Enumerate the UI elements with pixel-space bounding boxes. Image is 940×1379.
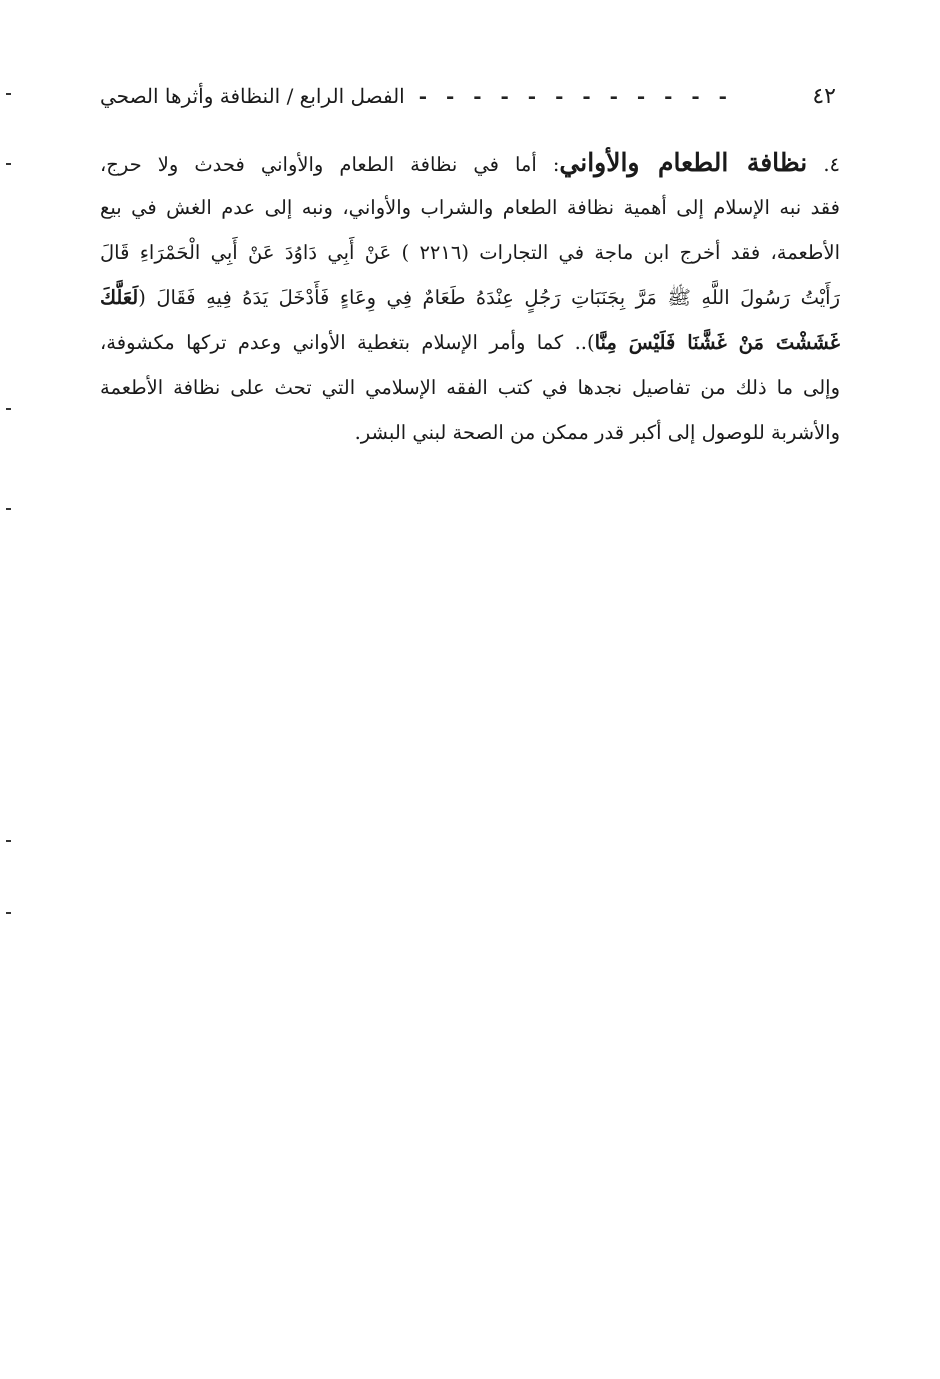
scan-margin-mark <box>6 840 11 842</box>
header-dots: - - - - - - - - - - - - <box>418 84 733 108</box>
covering-vessels-text: ).. كما وأمر الإسلام بتغطية الأواني وعدم تركها مكشوفة، <box>100 331 595 354</box>
scan-margin-mark <box>6 93 11 95</box>
running-head: الفصل الرابع / النظافة وأثرها الصحي <box>100 84 405 108</box>
scan-margin-mark <box>6 408 11 410</box>
page-number: ٤٢ <box>812 83 836 109</box>
hadith-narration: رَأَيْتُ رَسُولَ اللَّهِ ﷺ مَرَّ بِجَنَبَاتِ رَجُلٍ عِنْدَهُ طَعَامٌ فِي وِعَاءٍ فَأَدْخَلَ يَدَهُ فِيهِ فَقَالَ ( <box>138 286 840 309</box>
text-line-4 <box>100 275 840 320</box>
page-header <box>100 78 840 114</box>
text-line-5 <box>100 320 840 365</box>
hadith-quote-end: غَشَشْتَ مَنْ غَشَّنَا فَلَيْسَ مِنَّا <box>594 331 840 354</box>
text-line-7: والأشربة للوصول إلى أكبر قدر ممكن من الصحة لبني البشر. <box>354 421 840 444</box>
scan-margin-mark <box>6 508 11 510</box>
section-heading: نظافة الطعام والأواني <box>559 148 808 177</box>
text-line-2: فقد نبه الإسلام إلى أهمية نظافة الطعام والشراب والأواني، ونبه إلى عدم الغش في بيع <box>100 196 840 219</box>
section-intro-text: : أما في نظافة الطعام والأواني فحدث ولا حرج، <box>100 153 560 176</box>
scan-margin-mark <box>6 163 11 165</box>
running-head-group <box>100 84 733 108</box>
hadith-quote-start: لَعَلَّكَ <box>100 286 139 309</box>
section-number: ٤. <box>823 153 840 176</box>
text-line-6: وإلى ما ذلك من تفاصيل نجدها في كتب الفقه الإسلامي التي تحث على نظافة الأطعمة <box>100 376 840 399</box>
text-line-1 <box>100 140 840 185</box>
body-paragraph <box>100 140 840 455</box>
text-line-3: الأطعمة، فقد أخرج ابن ماجة في التجارات (٢٢١٦ ) عَنْ أَبِي دَاوُدَ عَنْ أَبِي الْحَمْرَاءِ قَالَ <box>100 241 840 264</box>
scan-margin-mark <box>6 912 11 914</box>
